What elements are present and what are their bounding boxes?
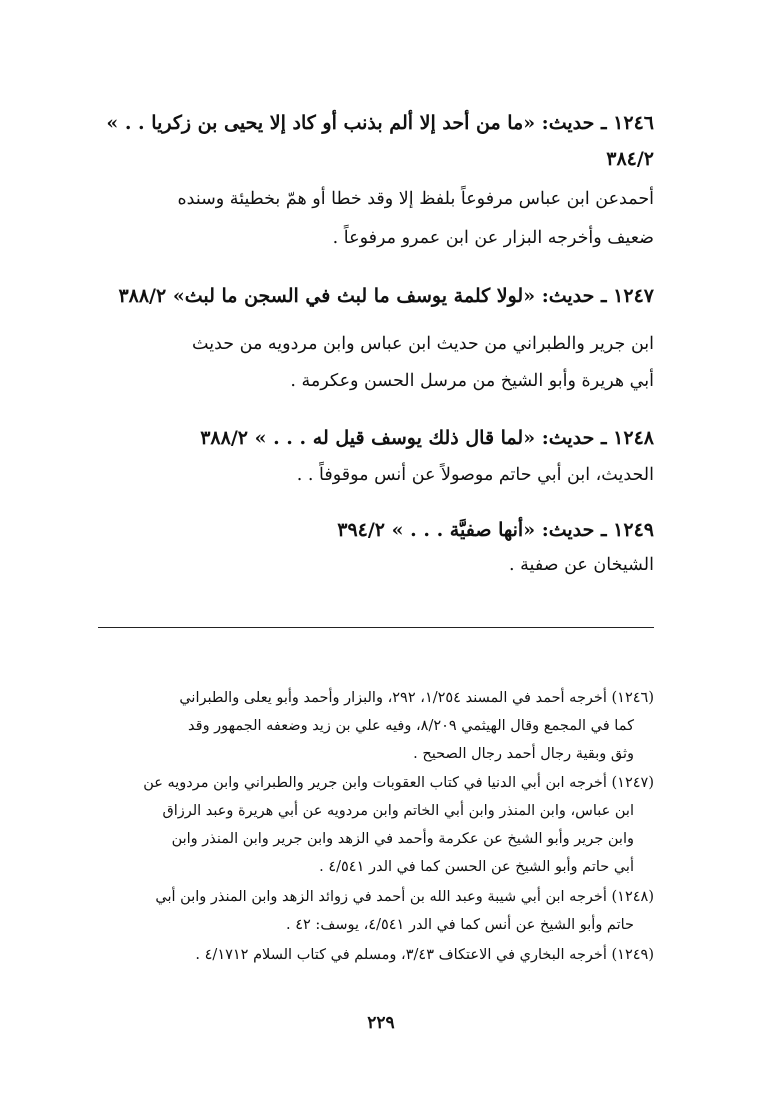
hadith-1248-heading: ١٢٤٨ ـ حديث: «لما قال ذلك يوسف قيل له . . . » ٣٨٨/٢ bbox=[200, 427, 654, 449]
footnote-1246-line-2: كما في المجمع وقال الهيثمي ٨/٢٠٩، وفيه علي بن زيد وضعفه الجمهور وقد bbox=[188, 718, 634, 734]
hadith-1246-text-line-2: ضعيف وأخرجه البزار عن ابن عمرو مرفوعاً . bbox=[332, 228, 654, 248]
footnote-1246-line-1: (١٢٤٦) أخرجه أحمد في المسند ١/٢٥٤، ٢٩٢، والبزار وأحمد وأبو يعلى والطبراني bbox=[179, 690, 654, 706]
footnote-1247-line-4: أبي حاتم وأبو الشيخ عن الحسن كما في الدر ٤/٥٤١ . bbox=[319, 859, 634, 875]
hadith-1249-heading: ١٢٤٩ ـ حديث: «أنها صفيَّة . . . » ٣٩٤/٢ bbox=[337, 519, 654, 541]
footnote-1247-line-2: ابن عباس، وابن المنذر وابن أبي الخاتم وابن مردويه عن أبي هريرة وعبد الرزاق bbox=[162, 803, 634, 819]
hadith-1246-reference: ٣٨٤/٢ bbox=[606, 148, 654, 170]
page-number: ٢٢٩ bbox=[367, 1013, 395, 1033]
hadith-1249-text-line-1: الشيخان عن صفية . bbox=[509, 555, 654, 575]
footnote-1249-line-1: (١٢٤٩) أخرجه البخاري في الاعتكاف ٣/٤٣، ومسلم في كتاب السلام ٤/١٧١٢ . bbox=[195, 947, 654, 963]
hadith-1248-text-line-1: الحديث، ابن أبي حاتم موصولاً عن أنس موقوفاً . . bbox=[296, 465, 654, 485]
hadith-1247-text-line-2: أبي هريرة وأبو الشيخ من مرسل الحسن وعكرمة . bbox=[290, 371, 654, 391]
footnote-1247-line-1: (١٢٤٧) أخرجه ابن أبي الدنيا في كتاب العقوبات وابن جرير والطبراني وابن مردويه عن bbox=[143, 775, 654, 791]
hadith-1247-text-line-1: ابن جرير والطبراني من حديث ابن عباس وابن مردويه من حديث bbox=[192, 334, 654, 354]
footnote-1248-line-2: حاتم وأبو الشيخ عن أنس كما في الدر ٤/٥٤١، يوسف: ٤٢ . bbox=[286, 917, 634, 933]
hadith-1246-text-line-1: أحمدعن ابن عباس مرفوعاً بلفظ إلا وقد خطا أو همّ بخطيئة وسنده bbox=[177, 189, 654, 209]
footnote-1246-line-3: وثق وبقية رجال أحمد رجال الصحيح . bbox=[413, 746, 634, 762]
footnote-separator bbox=[98, 627, 654, 628]
footnote-1247-line-3: وابن جرير وأبو الشيخ عن عكرمة وأحمد في الزهد وابن جرير وابن المنذر وابن bbox=[171, 831, 634, 847]
footnote-1248-line-1: (١٢٤٨) أخرجه ابن أبي شيبة وعبد الله بن أحمد في زوائد الزهد وابن المنذر وابن أبي bbox=[155, 889, 654, 905]
hadith-1246-heading: ١٢٤٦ ـ حديث: «ما من أحد إلا ألم بذنب أو كاد إلا يحيى بن زكريا . . » bbox=[106, 112, 654, 134]
hadith-1247-heading: ١٢٤٧ ـ حديث: «لولا كلمة يوسف ما لبث في السجن ما لبث» ٣٨٨/٢ bbox=[118, 285, 654, 307]
